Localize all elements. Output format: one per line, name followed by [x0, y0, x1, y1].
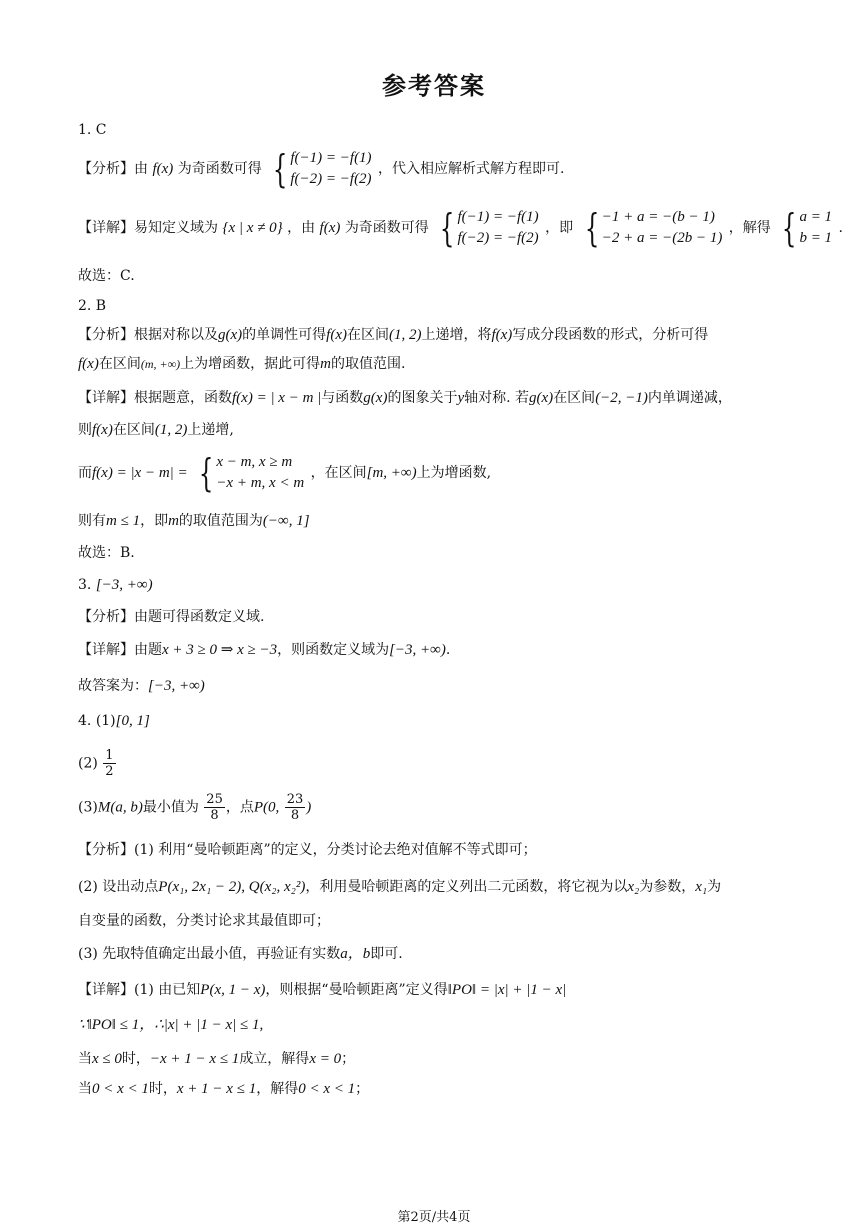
q2-analysis-line1: [78, 325, 708, 345]
text: ，则函数定义域为: [277, 642, 390, 658]
eq-row: f(−2) = −f(2): [457, 230, 539, 246]
piece-row: x − m, x ≥ m: [216, 454, 293, 470]
eq-row: f(−1) = −f(1): [290, 150, 372, 166]
text: 在区间: [98, 356, 141, 372]
text: (3) 先取特值确定出最小值，再验证有实数: [78, 946, 341, 962]
text: 当: [78, 1051, 92, 1067]
text: 【详解】由题: [78, 642, 162, 658]
math: (1, 2): [388, 327, 422, 343]
numerator: 1: [105, 748, 114, 763]
fraction: [103, 748, 115, 779]
system-of-equations: { f(−1) = −f(1) f(−2) = −f(2): [440, 206, 539, 250]
text: 的图象关于: [387, 390, 458, 406]
text: (1): [95, 713, 116, 729]
text: (3): [78, 799, 98, 816]
q1-analysis: [78, 148, 564, 190]
eq-row: −2 + a = −(2b − 1): [601, 230, 723, 246]
q2-analysis-line2: [78, 354, 405, 374]
math: f(x): [326, 327, 347, 343]
math: P(x, 1 − x): [200, 982, 266, 998]
math: f(x) = | x − m |: [232, 390, 322, 406]
fraction: [285, 792, 306, 823]
math: ∵‖PO‖ ≤ 1，∴|x| + |1 − x| ≤ 1,: [78, 1017, 264, 1033]
text: (2) 设出动点: [78, 879, 159, 895]
text: 【详解】根据题意，函数: [78, 390, 232, 406]
math: ‖PO‖ = |x| + |1 − x|: [447, 982, 567, 998]
eq-row: a = 1: [799, 209, 833, 225]
math: f(x) = |x − m| =: [92, 465, 188, 481]
math: a，b: [340, 946, 371, 962]
math: P(x₁, 2x₁ − 2), Q(x₂, x₂²): [158, 879, 306, 895]
q3-analysis: 【分析】由题可得函数定义域.: [78, 609, 265, 625]
q4-detail-3: [78, 1049, 355, 1069]
text: 的单调性可得: [242, 327, 327, 343]
q2-answer: 2. B: [78, 298, 107, 314]
math: [−3, +∞): [389, 642, 446, 658]
text: 3.: [78, 577, 92, 593]
math: x + 1 − x ≤ 1: [176, 1081, 257, 1097]
math: x = 0: [309, 1051, 342, 1067]
math: y: [457, 390, 465, 406]
math: x ≤ 0: [92, 1051, 122, 1067]
text: ，点: [225, 799, 254, 816]
q4-analysis-4: [78, 944, 403, 964]
math-fx: f(x): [152, 161, 174, 177]
q3-answer: [78, 575, 153, 595]
text: 4.: [78, 713, 92, 729]
text: 在区间: [112, 422, 155, 438]
q4-detail-2: [78, 1015, 263, 1035]
system-of-equations: { −1 + a = −(b − 1) −2 + a = −(2b − 1): [584, 206, 723, 250]
q1-answer: 1. C: [78, 122, 107, 138]
math: 0 < x < 1: [298, 1081, 356, 1097]
page-footer: 第2页/共4页: [397, 1210, 471, 1225]
math: P(0,: [253, 799, 280, 816]
text: (2): [78, 755, 98, 772]
math: ): [306, 799, 312, 816]
piece-row: −x + m, x < m: [216, 475, 305, 491]
math-domain: {x | x ≠ 0}: [222, 220, 283, 236]
q4-detail-1: [78, 980, 566, 1000]
math: (−2, −1): [595, 390, 648, 406]
text: ，由: [287, 220, 316, 236]
text: 上为增函数，据此可得: [180, 356, 321, 372]
text: 的取值范围.: [330, 356, 406, 372]
text: 的取值范围为: [178, 513, 263, 529]
eq-row: f(−1) = −f(1): [457, 209, 539, 225]
text: 时，: [121, 1051, 150, 1067]
math: [m, +∞): [366, 465, 417, 481]
text: ，即: [545, 220, 574, 236]
math: [−3, +∞): [148, 678, 205, 694]
text: 【详解】易知定义域为: [78, 220, 218, 236]
q4-analysis-2: [78, 877, 721, 897]
text: 内单调递减，: [647, 390, 732, 406]
q3-detail: [78, 640, 450, 660]
text: 故答案为：: [78, 678, 148, 694]
math: (−∞, 1]: [262, 513, 310, 529]
math: (m, +∞): [140, 357, 181, 371]
text: 【分析】根据对称以及: [78, 327, 218, 343]
q4-analysis-3: 自变量的函数，分类讨论求其最值即可；: [78, 913, 330, 929]
math: f(x): [78, 356, 99, 372]
q3-conclusion: [78, 676, 205, 696]
text: 在区间: [346, 327, 389, 343]
text: 时，: [148, 1081, 177, 1097]
math: m ≤ 1: [106, 513, 141, 529]
piecewise-function: { x − m, x ≥ m −x + m, x < m: [198, 451, 305, 495]
text: 则有: [78, 513, 106, 529]
math: m: [168, 513, 179, 529]
math: [−3, +∞): [95, 577, 153, 593]
q2-detail-line4: [78, 511, 310, 531]
page-title: 参考答案: [382, 72, 486, 100]
text: 而: [78, 465, 92, 481]
text: 为奇函数可得: [344, 220, 429, 236]
eq-row: −1 + a = −(b − 1): [601, 209, 715, 225]
denominator: 2: [105, 764, 114, 779]
text: 轴对称. 若: [464, 390, 530, 406]
math: m: [320, 356, 331, 372]
text: 上递增,: [187, 422, 234, 438]
eq-row: f(−2) = −f(2): [290, 171, 372, 187]
numerator: 25: [206, 792, 223, 807]
text: 为参数，: [639, 879, 696, 895]
text: ，解得: [256, 1081, 299, 1097]
text: 与函数: [321, 390, 364, 406]
math: g(x): [529, 390, 554, 406]
text: 成立，解得: [239, 1051, 310, 1067]
math: g(x): [363, 390, 388, 406]
math: f(x): [491, 327, 513, 343]
text: 最小值为: [142, 799, 199, 816]
q4-analysis-1: 【分析】(1) 利用“曼哈顿距离”的定义，分类讨论去绝对值解不等式即可；: [78, 842, 537, 858]
text: ，即: [140, 513, 169, 529]
denominator: 8: [210, 808, 219, 823]
text: 【详解】(1) 由已知: [78, 982, 201, 998]
text: ，则根据“曼哈顿距离”定义得: [265, 982, 448, 998]
math: (1, 2): [154, 422, 188, 438]
text: .: [838, 220, 843, 236]
text: ，在区间: [310, 465, 367, 481]
text: ，解得: [728, 220, 771, 236]
math-fx: f(x): [319, 220, 341, 236]
math: 0 < x < 1: [92, 1081, 149, 1097]
math: f(x): [92, 422, 113, 438]
math: g(x): [218, 327, 243, 343]
denominator: 8: [290, 808, 300, 823]
math: x₁: [695, 879, 708, 895]
fraction: [204, 792, 225, 823]
math: [0, 1]: [115, 713, 150, 729]
text: 为奇函数可得: [177, 161, 262, 177]
text: 上递增，将: [421, 327, 492, 343]
text: 当: [78, 1081, 92, 1097]
text: ；: [355, 1081, 370, 1097]
eq-row: b = 1: [799, 230, 833, 246]
q2-conclusion: 故选：B.: [78, 545, 135, 561]
q1-detail: [78, 207, 843, 249]
math: M(a, b): [97, 799, 143, 816]
text: 即可.: [370, 946, 403, 962]
math: −x + 1 − x ≤ 1: [149, 1051, 240, 1067]
q2-detail-line1: [78, 388, 732, 408]
system-of-equations: { f(−1) = −f(1) f(−2) = −f(2): [273, 147, 372, 191]
q4-answer-part1: [78, 711, 150, 731]
text: ，利用曼哈顿距离的定义列出二元函数，将它视为以: [305, 879, 628, 895]
text: 则: [78, 422, 92, 438]
text: ；: [341, 1051, 356, 1067]
q2-detail-line3: [78, 452, 491, 494]
text: 上为增函数,: [416, 465, 492, 481]
math: x₂: [627, 879, 640, 895]
text: 为: [707, 879, 722, 895]
system-solution: { a = 1 b = 1: [782, 206, 833, 250]
text: ，代入相应解析式解方程即可.: [378, 161, 565, 177]
q4-detail-4: [78, 1079, 369, 1099]
text: 在区间: [553, 390, 596, 406]
math: x + 3 ≥ 0 ⇒ x ≥ −3: [162, 642, 278, 658]
q1-conclusion: 故选：C.: [78, 268, 135, 284]
text: 【分析】由: [78, 161, 148, 177]
text: 写成分段函数的形式，分析可得: [512, 327, 709, 343]
q4-answer-part3: [78, 792, 311, 823]
text: .: [445, 642, 451, 658]
q2-detail-line2: [78, 420, 234, 440]
q4-answer-part2: [78, 748, 117, 779]
numerator: 23: [286, 792, 304, 807]
